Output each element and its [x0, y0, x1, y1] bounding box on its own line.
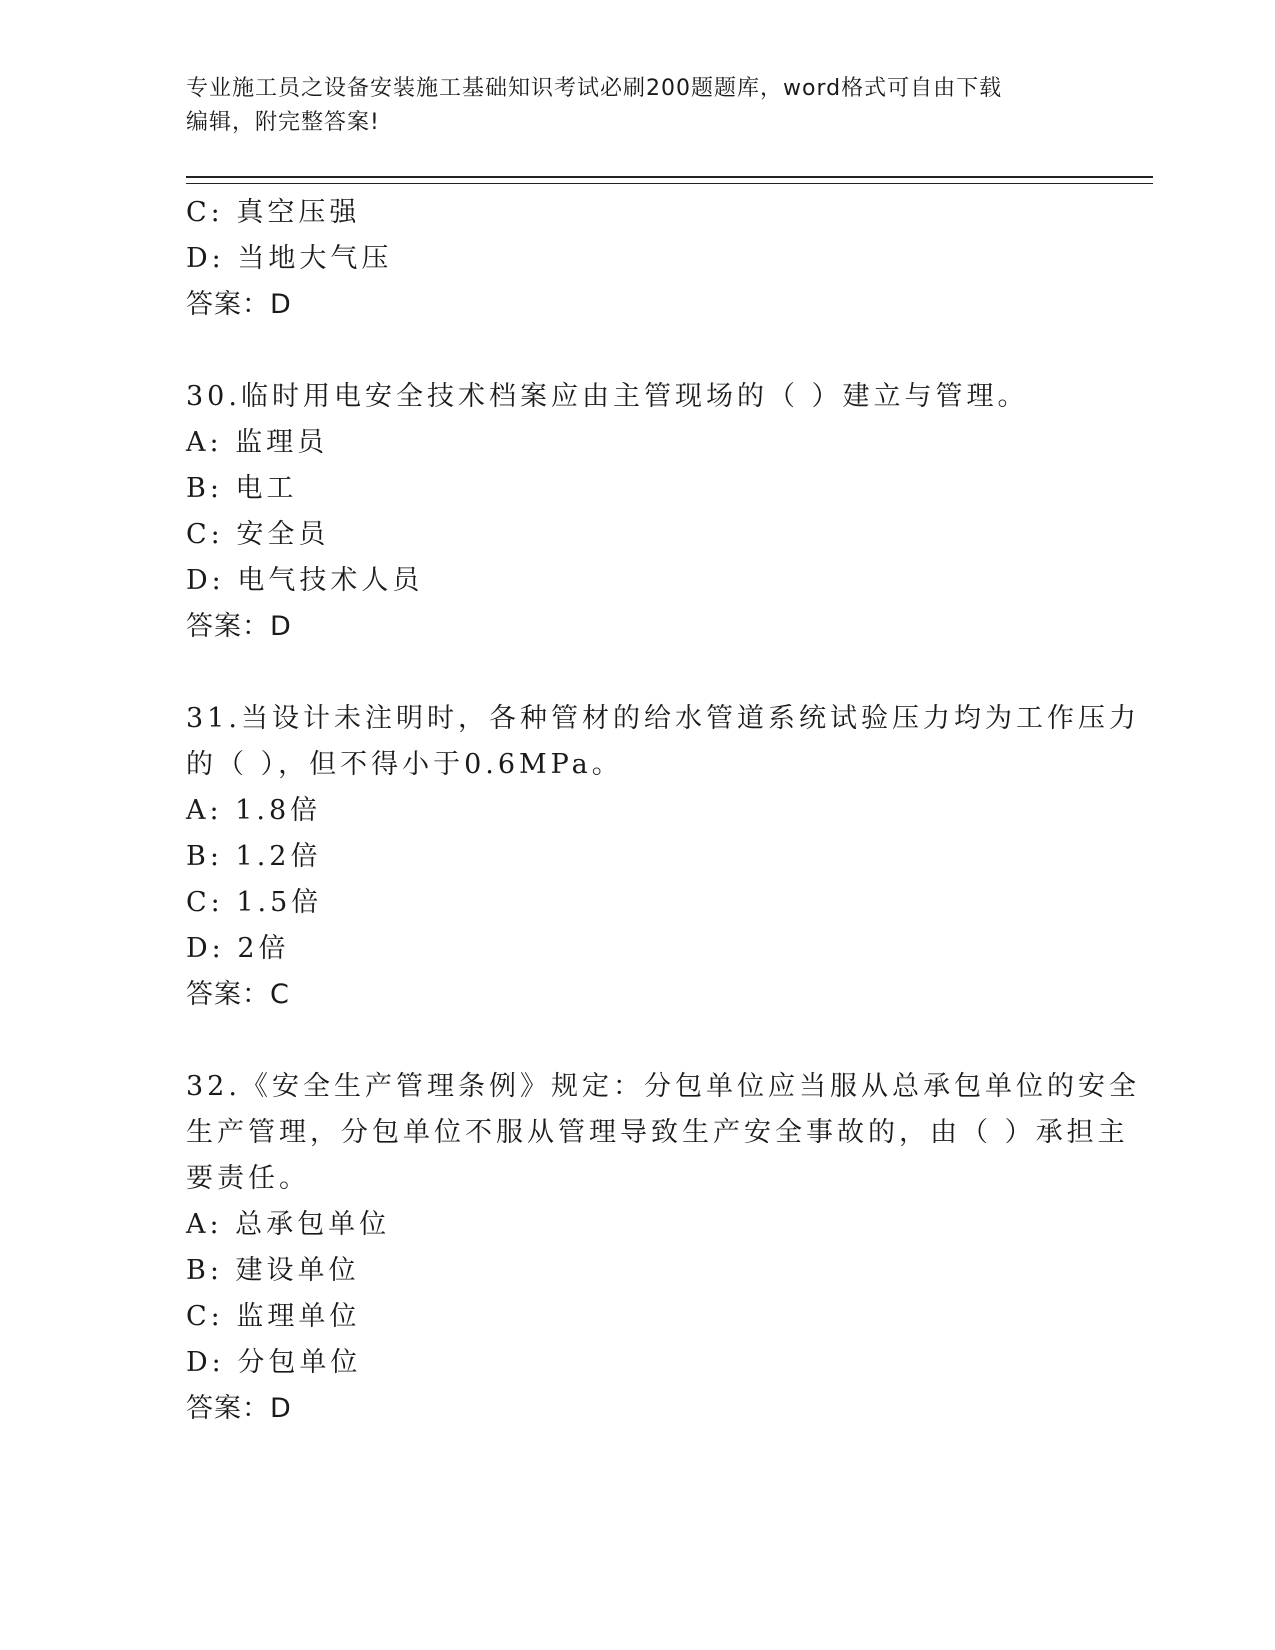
- header-divider: [186, 176, 1153, 184]
- option-b: B: 1.2倍: [186, 841, 322, 872]
- question-32: [186, 1064, 1140, 1432]
- option-b: B: 建设单位: [186, 1255, 360, 1286]
- option-d: D: 当地大气压: [186, 243, 393, 274]
- question-text: 32.《安全生产管理条例》规定：分包单位应当服从总承包单位的安全: [186, 1071, 1140, 1102]
- question-text: 生产管理，分包单位不服从管理导致生产安全事故的，由（ ）承担主: [186, 1117, 1129, 1148]
- option-b: B: 电工: [186, 473, 298, 504]
- option-c: C: 1.5倍: [186, 887, 323, 918]
- document-body: [186, 190, 1140, 1432]
- option-d: D: 分包单位: [186, 1347, 362, 1378]
- header-title-line-1: 专业施工员之设备安装施工基础知识考试必刷200题题库，word格式可自由下载: [186, 76, 1003, 101]
- option-a: A: 总承包单位: [186, 1209, 391, 1240]
- answer-line: 答案：C: [186, 979, 290, 1010]
- answer-line: 答案：D: [186, 289, 292, 320]
- question-31: [186, 696, 1140, 1018]
- option-c: C: 安全员: [186, 519, 330, 550]
- option-c: C: 监理单位: [186, 1301, 361, 1332]
- option-a: A: 监理员: [186, 427, 329, 458]
- header-title-line-2: 编辑，附完整答案!: [186, 110, 380, 135]
- option-d: D: 电气技术人员: [186, 565, 424, 596]
- question-text: 30.临时用电安全技术档案应由主管现场的（ ）建立与管理。: [186, 381, 1029, 412]
- question-30: [186, 374, 1086, 650]
- question-29-tail: [186, 190, 1086, 328]
- answer-line: 答案：D: [186, 611, 292, 642]
- question-text: 的（ ），但不得小于0.6MPa。: [186, 749, 623, 780]
- question-text: 要责任。: [186, 1163, 310, 1194]
- question-text: 31.当设计未注明时，各种管材的给水管道系统试验压力均为工作压力: [186, 703, 1140, 734]
- spacer: [186, 328, 1086, 374]
- option-c: C: 真空压强: [186, 197, 361, 228]
- document-header: [186, 72, 1076, 140]
- option-a: A: 1.8倍: [186, 795, 322, 826]
- answer-line: 答案：D: [186, 1393, 292, 1424]
- spacer: [186, 650, 1086, 696]
- spacer: [186, 1018, 1086, 1064]
- option-d: D: 2倍: [186, 933, 290, 964]
